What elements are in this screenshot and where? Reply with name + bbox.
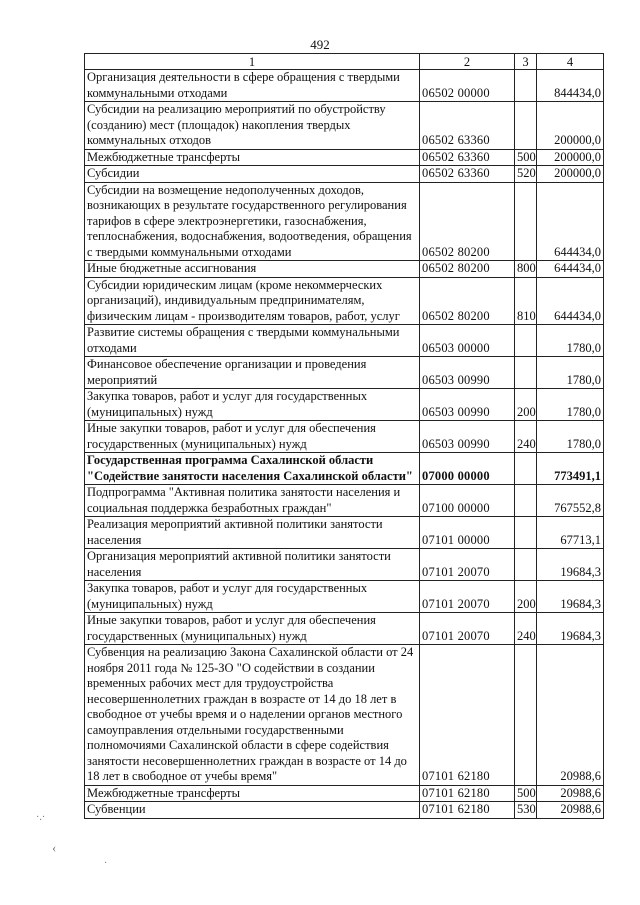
row-name-cell: Подпрограмма "Активная политика занятости населения и социальная поддержка безработных граждан"	[85, 485, 420, 517]
row-amount-cell: 1780,0	[537, 421, 604, 453]
row-amount-cell: 20988,6	[537, 802, 604, 819]
row-amount-cell: 200000,0	[537, 149, 604, 166]
row-amount-cell: 844434,0	[537, 70, 604, 102]
row-code-cell: 07000 00000	[420, 453, 515, 485]
row-name-cell: Межбюджетные трансферты	[85, 149, 420, 166]
row-code-cell: 07101 00000	[420, 517, 515, 549]
row-expense-type-cell: 500	[515, 785, 537, 802]
row-name-cell: Закупка товаров, работ и услуг для государственных (муниципальных) нужд	[85, 389, 420, 421]
row-expense-type-cell: 200	[515, 389, 537, 421]
column-header-code: 2	[420, 54, 515, 70]
row-name-cell: Реализация мероприятий активной политики занятости населения	[85, 517, 420, 549]
table-row	[85, 645, 604, 786]
row-code-cell: 06502 80200	[420, 261, 515, 278]
table-row	[85, 325, 604, 357]
row-code-cell: 06502 80200	[420, 277, 515, 325]
row-amount-cell: 19684,3	[537, 549, 604, 581]
row-expense-type-cell	[515, 549, 537, 581]
table-row	[85, 613, 604, 645]
row-expense-type-cell: 520	[515, 166, 537, 183]
row-expense-type-cell	[515, 325, 537, 357]
table-row	[85, 102, 604, 150]
row-expense-type-cell: 240	[515, 421, 537, 453]
row-code-cell: 06503 00000	[420, 325, 515, 357]
row-expense-type-cell: 800	[515, 261, 537, 278]
header-row	[85, 54, 604, 70]
row-code-cell: 07101 20070	[420, 613, 515, 645]
row-name-cell: Субсидии	[85, 166, 420, 183]
row-name-cell: Организация мероприятий активной политики занятости населения	[85, 549, 420, 581]
column-header-name: 1	[85, 54, 420, 70]
row-code-cell: 07101 20070	[420, 581, 515, 613]
row-code-cell: 06503 00990	[420, 389, 515, 421]
row-code-cell: 06502 63360	[420, 166, 515, 183]
row-amount-cell: 19684,3	[537, 581, 604, 613]
row-amount-cell: 644434,0	[537, 277, 604, 325]
table-row	[85, 581, 604, 613]
table-row	[85, 485, 604, 517]
row-expense-type-cell	[515, 102, 537, 150]
row-code-cell: 07101 62180	[420, 785, 515, 802]
row-amount-cell: 200000,0	[537, 166, 604, 183]
row-amount-cell: 1780,0	[537, 357, 604, 389]
row-name-cell: Иные закупки товаров, работ и услуг для обеспечения государственных (муниципальных) нужд	[85, 613, 420, 645]
row-code-cell: 07100 00000	[420, 485, 515, 517]
table-row	[85, 421, 604, 453]
row-code-cell: 06502 63360	[420, 102, 515, 150]
row-code-cell: 06502 80200	[420, 182, 515, 261]
table-row	[85, 357, 604, 389]
row-expense-type-cell	[515, 70, 537, 102]
row-code-cell: 07101 62180	[420, 645, 515, 786]
row-amount-cell: 19684,3	[537, 613, 604, 645]
row-expense-type-cell: 810	[515, 277, 537, 325]
row-expense-type-cell	[515, 645, 537, 786]
table-row	[85, 70, 604, 102]
row-name-cell: Субвенция на реализацию Закона Сахалинской области от 24 ноября 2011 года № 125-ЗО "О содействии в создании временных рабочих мест для трудоустройства несовершеннолетних граждан в возрасте от 14 до 18 лет в свободное от учебы время и о наделении органов местного самоуправления отдельными государственными полномочиями Сахалинской области в сфере содействия занятости несовершеннолетних граждан в возрасте от 14 до 18 лет в свободное от учебы время"	[85, 645, 420, 786]
column-header-amount: 4	[537, 54, 604, 70]
table-row	[85, 785, 604, 802]
scan-mark: ·	[104, 858, 108, 869]
row-name-cell: Субсидии на возмещение недополученных доходов, возникающих в результате государственного регулирования тарифов в сфере электроэнергетики, газоснабжения, теплоснабжения, водоснабжения, водоотведения, обращения с твердыми коммунальными отходами	[85, 182, 420, 261]
row-code-cell: 06503 00990	[420, 421, 515, 453]
table-row	[85, 277, 604, 325]
row-name-cell: Субвенции	[85, 802, 420, 819]
row-expense-type-cell: 200	[515, 581, 537, 613]
row-code-cell: 06502 00000	[420, 70, 515, 102]
row-expense-type-cell: 530	[515, 802, 537, 819]
row-name-cell: Субсидии на реализацию мероприятий по обустройству (созданию) мест (площадок) накопления твердых коммунальных отходов	[85, 102, 420, 150]
budget-table	[84, 53, 604, 819]
page-number: 492	[310, 37, 330, 52]
row-expense-type-cell: 240	[515, 613, 537, 645]
row-expense-type-cell	[515, 182, 537, 261]
row-amount-cell: 1780,0	[537, 389, 604, 421]
table-row	[85, 149, 604, 166]
table-row	[85, 261, 604, 278]
scan-mark: ‹	[52, 840, 57, 855]
row-name-cell: Развитие системы обращения с твердыми коммунальными отходами	[85, 325, 420, 357]
row-expense-type-cell	[515, 485, 537, 517]
row-amount-cell: 767552,8	[537, 485, 604, 517]
table-row	[85, 453, 604, 485]
column-header-expense-type: 3	[515, 54, 537, 70]
row-expense-type-cell: 500	[515, 149, 537, 166]
table-row	[85, 166, 604, 183]
row-amount-cell: 200000,0	[537, 102, 604, 150]
row-amount-cell: 67713,1	[537, 517, 604, 549]
row-name-cell: Закупка товаров, работ и услуг для государственных (муниципальных) нужд	[85, 581, 420, 613]
row-code-cell: 06503 00990	[420, 357, 515, 389]
row-expense-type-cell	[515, 453, 537, 485]
row-expense-type-cell	[515, 517, 537, 549]
row-code-cell: 06502 63360	[420, 149, 515, 166]
table-row	[85, 517, 604, 549]
row-amount-cell: 1780,0	[537, 325, 604, 357]
table-row	[85, 802, 604, 819]
row-name-cell: Иные закупки товаров, работ и услуг для обеспечения государственных (муниципальных) нужд	[85, 421, 420, 453]
table-row	[85, 389, 604, 421]
row-name-cell: Государственная программа Сахалинской области "Содействие занятости населения Сахалинской области"	[85, 453, 420, 485]
row-name-cell: Финансовое обеспечение организации и проведения мероприятий	[85, 357, 420, 389]
row-name-cell: Организация деятельности в сфере обращения с твердыми коммунальными отходами	[85, 70, 420, 102]
table-row	[85, 182, 604, 261]
row-amount-cell: 644434,0	[537, 182, 604, 261]
row-expense-type-cell	[515, 357, 537, 389]
row-code-cell: 07101 20070	[420, 549, 515, 581]
table-row	[85, 549, 604, 581]
row-amount-cell: 773491,1	[537, 453, 604, 485]
row-name-cell: Субсидии юридическим лицам (кроме некоммерческих организаций), индивидуальным предпринимателям, физическим лицам - производителям товаров, работ, услуг	[85, 277, 420, 325]
row-amount-cell: 644434,0	[537, 261, 604, 278]
row-name-cell: Иные бюджетные ассигнования	[85, 261, 420, 278]
row-amount-cell: 20988,6	[537, 645, 604, 786]
row-name-cell: Межбюджетные трансферты	[85, 785, 420, 802]
row-amount-cell: 20988,6	[537, 785, 604, 802]
scan-mark: ·.·	[36, 812, 46, 823]
row-code-cell: 07101 62180	[420, 802, 515, 819]
